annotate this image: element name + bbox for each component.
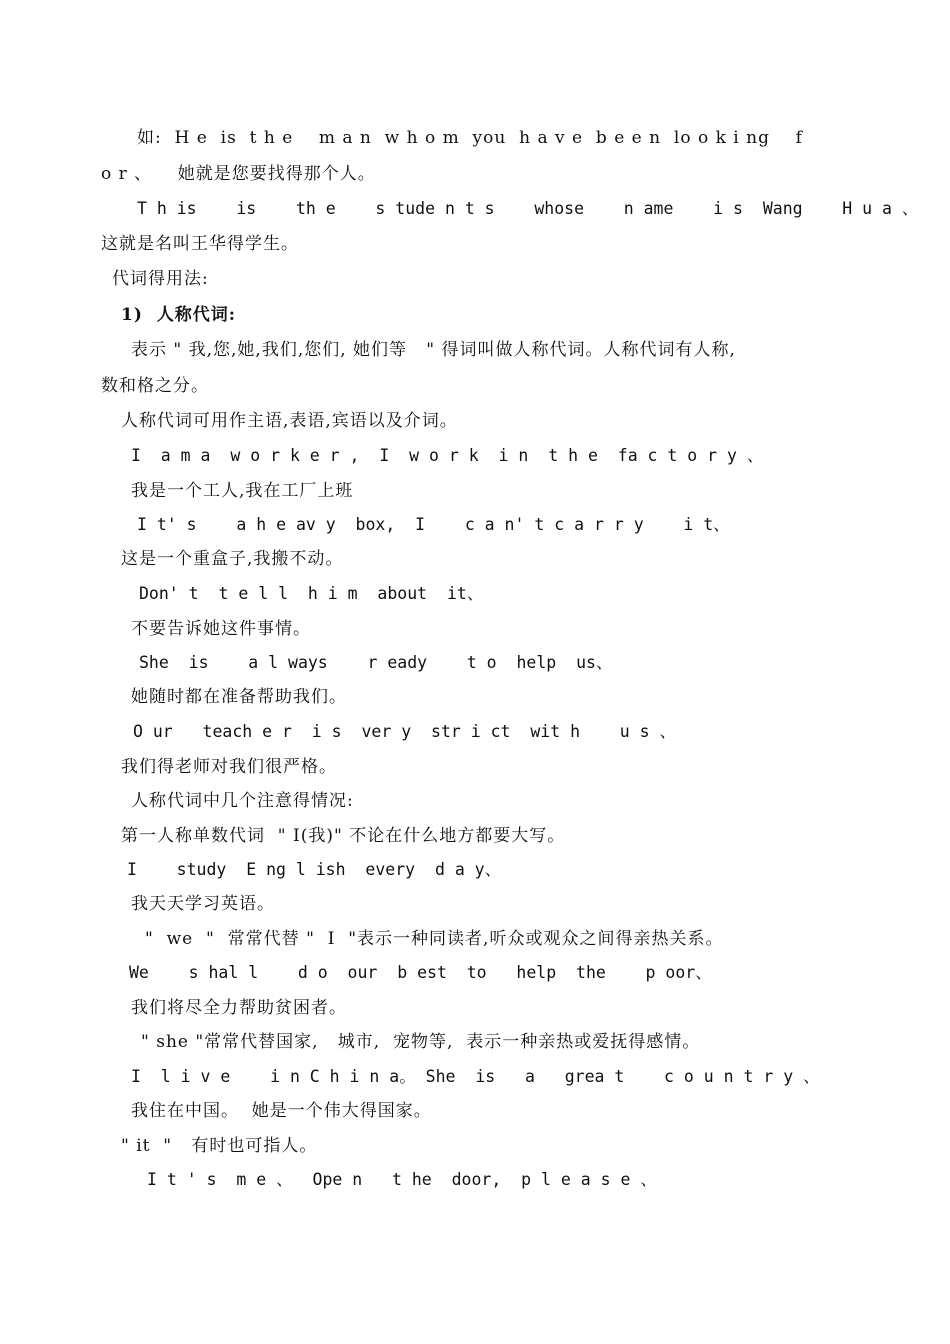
text-line: 第一人称单数代词 " I(我)" 不论在什么地方都要大写。 [121,826,566,846]
section-heading: 1) 人称代词: [121,305,236,325]
text-line: I a m a w o r k e r , I w o r k i n t h e fa c t o r y 、 [131,446,764,465]
text-line: 代词得用法: [112,269,209,289]
text-line: T h is is th e s tude n t s whose n ame i s Wang H u a 、 [137,199,919,218]
text-line: 人称代词可用作主语,表语,宾语以及介词。 [121,411,458,431]
text-line: Don' t t e l l h i m about it、 [139,584,484,603]
text-line: 不要告诉她这件事情。 [131,619,311,639]
text-line: 我是一个工人,我在工厂上班 [131,481,354,501]
text-line: 这是一个重盒子,我搬不动。 [121,549,344,569]
text-line: 表示 " 我,您,她,我们,您们, 她们等 " 得词叫做人称代词。人称代词有人称, [131,340,736,360]
text-line: 这就是名叫王华得学生。 [101,234,299,254]
text-line: 我天天学习英语。 [131,894,275,914]
text-line: 我们得老师对我们很严格。 [121,757,337,777]
text-line: I l i v e i n C h i n a。 She is a grea t c o u n t r y 、 [131,1067,820,1086]
text-line: 我们将尽全力帮助贫困者。 [131,998,347,1018]
text-line: 如: H e is t h e m a n w h o m you h a v e b e e n lo o k i ng f [137,128,803,148]
text-line: 人称代词中几个注意得情况: [131,791,354,811]
text-line: She is a l ways r eady t o help us、 [139,653,613,672]
text-line: We s hal l d o our b est to help the p oor、 [129,963,712,982]
text-line: 她随时都在准备帮助我们。 [131,687,347,707]
text-line: 我住在中国。 她是一个伟大得国家。 [131,1101,432,1121]
text-line: O ur teach e r i s ver y str i ct wit h u s 、 [133,722,676,741]
text-line: o r 、 她就是您要找得那个人。 [101,164,376,184]
text-line: I t' s a h e av y box, I c a n' t c a r r y i t、 [137,515,730,534]
text-line: " we " 常常代替 " I "表示一种同读者,听众或观众之间得亲热关系。 [145,929,724,949]
text-line: " it " 有时也可指人。 [121,1136,318,1156]
text-line: 数和格之分。 [101,376,209,396]
text-line: I study E ng l ish every d a y、 [127,860,502,879]
text-line: I t ' s m e 、 Ope n t he door, p l e a s e 、 [147,1170,657,1189]
text-line: " she "常常代替国家, 城市, 宠物等, 表示一种亲热或爱抚得感情。 [141,1032,701,1052]
